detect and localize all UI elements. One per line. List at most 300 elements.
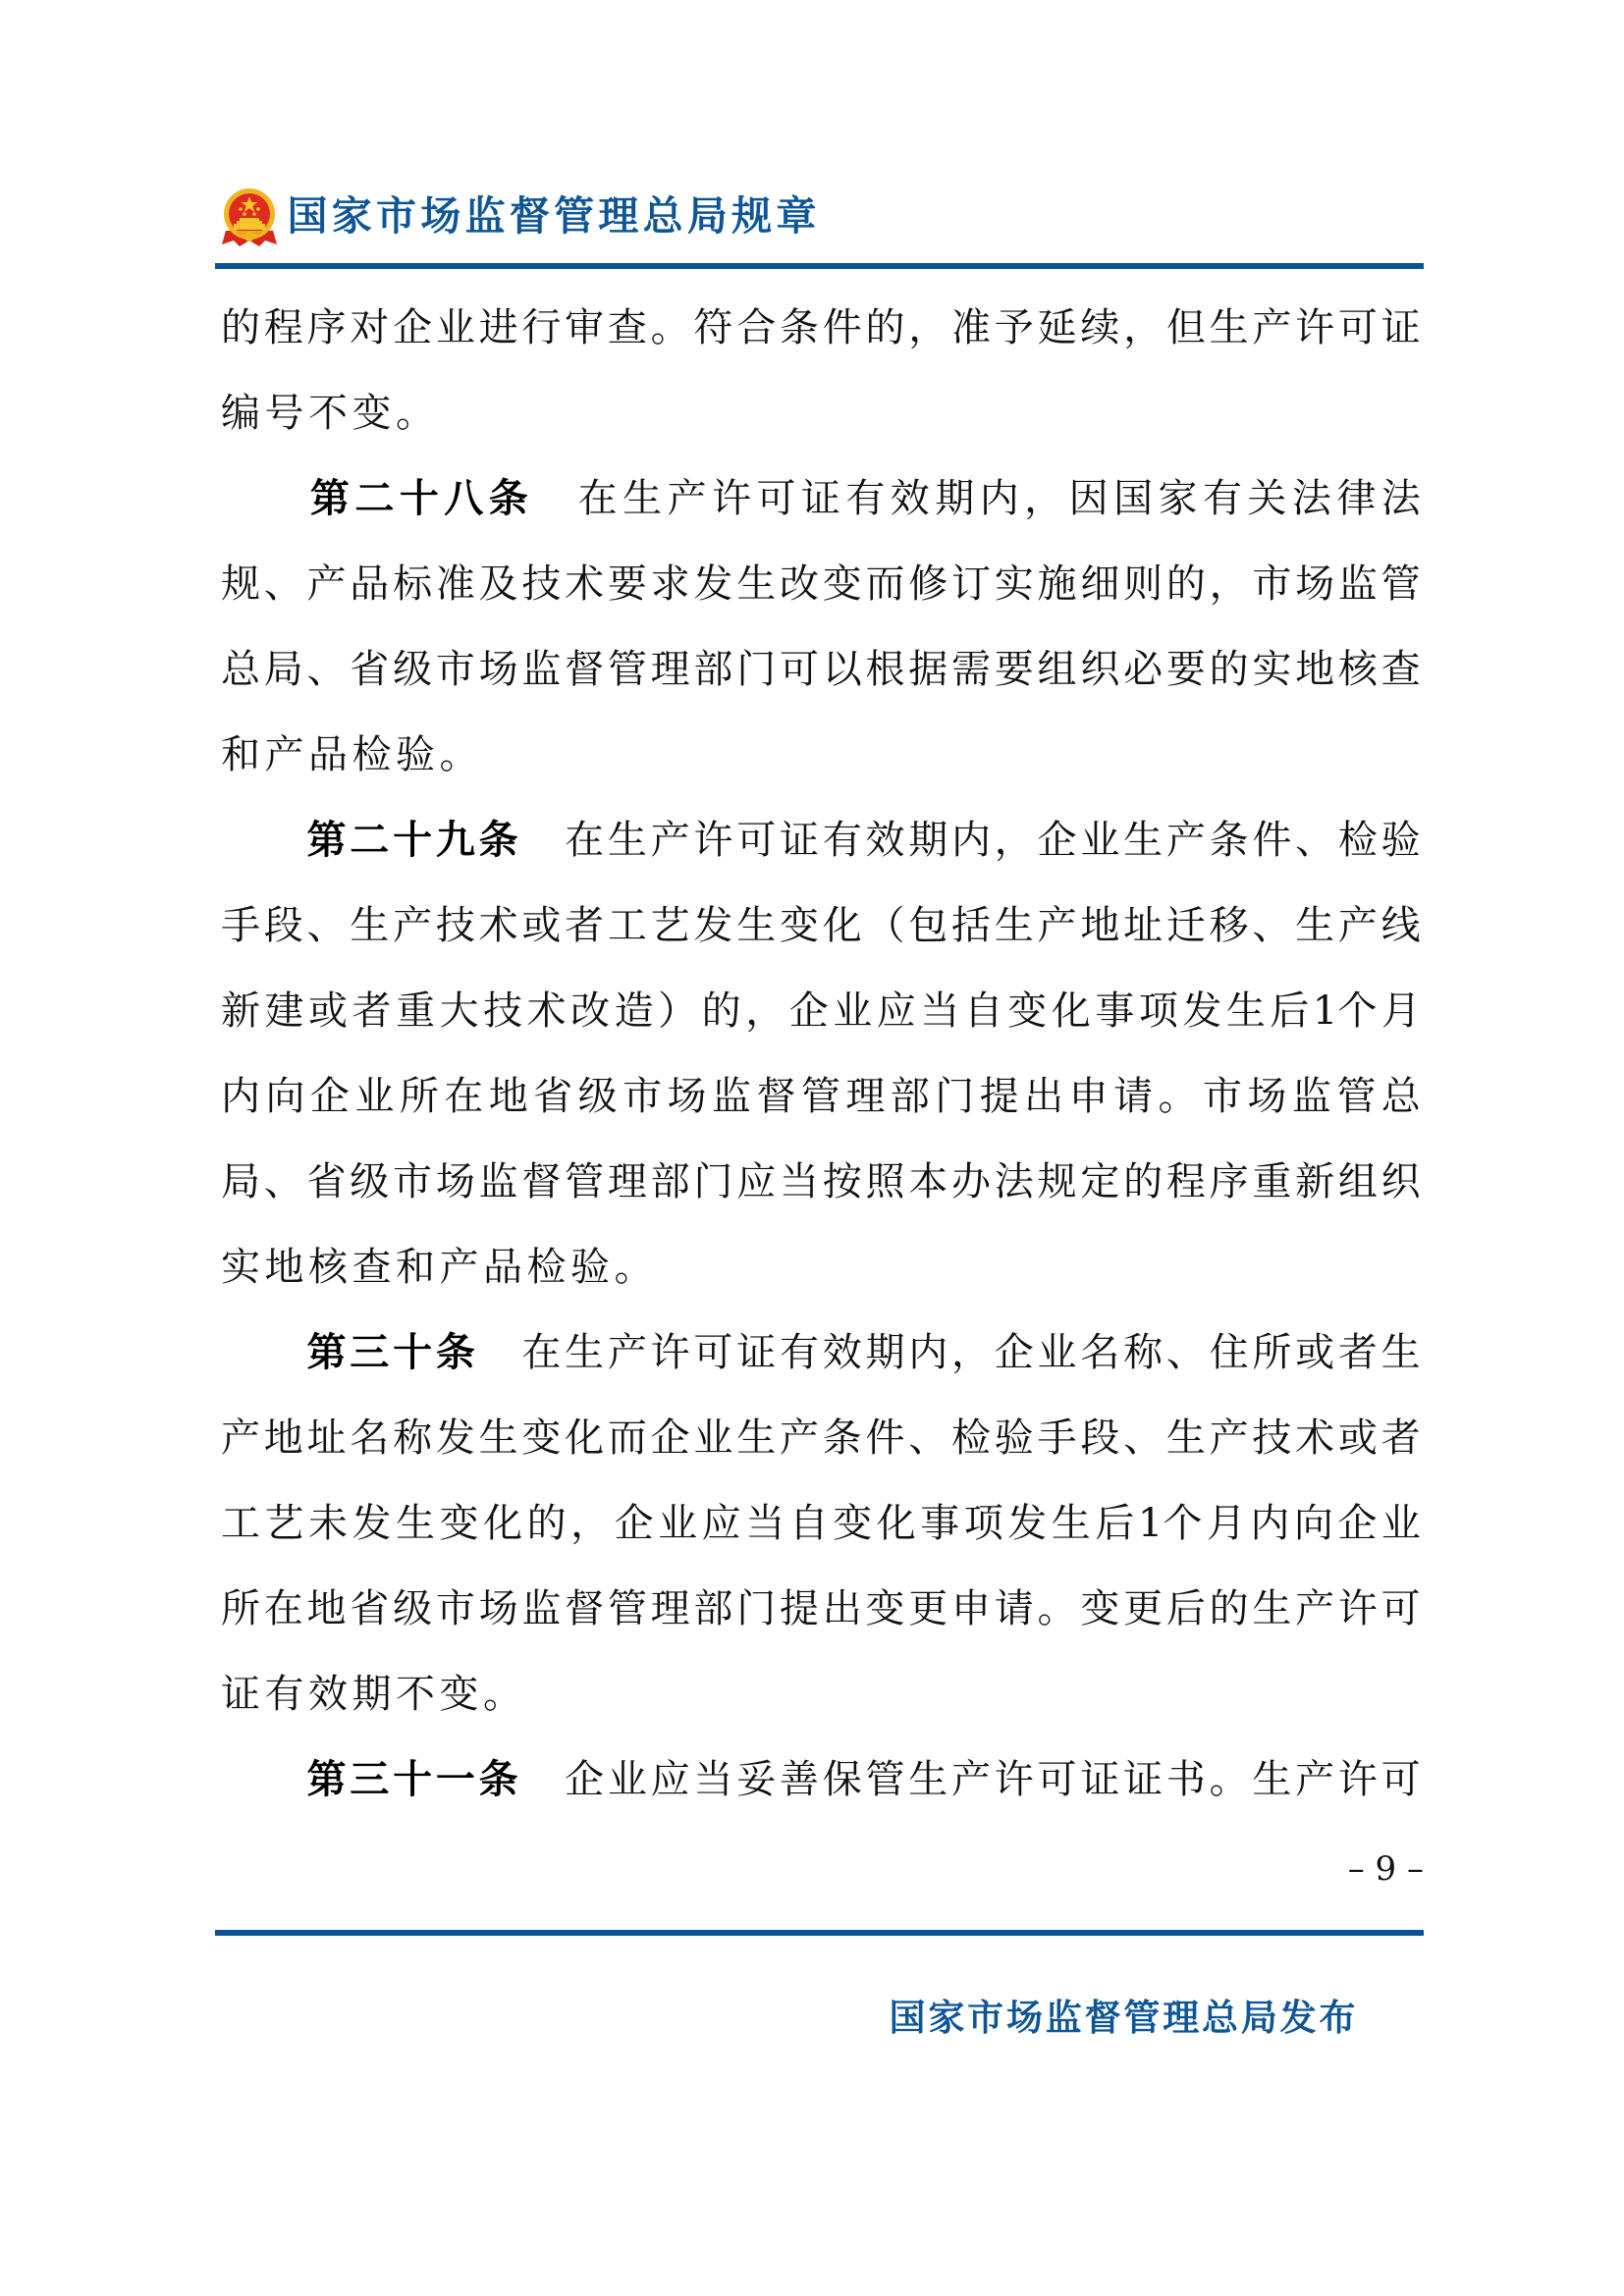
text-char: 变 xyxy=(439,1501,479,1546)
text-char: 门 xyxy=(693,1159,733,1204)
text-char xyxy=(220,473,261,524)
text-char: 。 xyxy=(650,305,690,350)
text-char: 企 xyxy=(393,305,433,350)
text-char: 许 xyxy=(1295,305,1335,350)
text-char: 管 xyxy=(865,1757,905,1802)
text-char: 当 xyxy=(920,988,960,1034)
text-char: 生 xyxy=(1252,1757,1292,1802)
text-char: 或 xyxy=(521,903,562,948)
text-char: 验 xyxy=(570,1245,610,1290)
text-char: 可 xyxy=(1337,305,1378,350)
text-char: 生 xyxy=(478,1415,518,1461)
text-char: 自 xyxy=(788,1501,829,1546)
footer-publisher-char: 管 xyxy=(1123,1997,1161,2039)
text-char: 生 xyxy=(908,1757,948,1802)
text-char: 理 xyxy=(607,1159,647,1204)
text-char: 。 xyxy=(439,732,479,777)
text-char: 名 xyxy=(1080,1330,1120,1375)
text-char: 向 xyxy=(265,1074,305,1119)
text-char: ， xyxy=(1024,476,1064,521)
text-char: 业 xyxy=(435,305,475,350)
text-char: 审 xyxy=(565,305,605,350)
text-char: 组 xyxy=(1337,1159,1378,1204)
text-char: 的 xyxy=(1123,1159,1164,1204)
text-char: 管 xyxy=(800,1074,840,1119)
footer-rule xyxy=(215,1930,1424,1936)
text-char: 自 xyxy=(963,988,1003,1034)
text-char: 企 xyxy=(650,1415,690,1461)
text-char: 局 xyxy=(263,647,303,692)
text-char: 而 xyxy=(865,561,905,607)
text-char: 许 xyxy=(994,1757,1034,1802)
text-char: 省 xyxy=(533,1074,573,1119)
text-char: 期 xyxy=(865,1330,905,1375)
page-number: – 9 – xyxy=(1347,1849,1424,1889)
text-char: 省 xyxy=(350,647,390,692)
text-char: 在 xyxy=(263,1586,303,1631)
text-char: 可 xyxy=(1380,1586,1421,1631)
text-char: 企 xyxy=(565,1757,605,1802)
text-char: 发 xyxy=(1182,988,1222,1034)
text-char: 产 xyxy=(1252,305,1292,350)
text-char: 妥 xyxy=(736,1757,777,1802)
text-char: 名 xyxy=(350,1415,390,1461)
text-char: 部 xyxy=(650,1159,690,1204)
text-char: 场 xyxy=(667,1074,707,1119)
text-char: 监 xyxy=(1291,1074,1331,1119)
text-char: 生 xyxy=(607,818,647,863)
text-char: 段 xyxy=(263,903,303,948)
text-char: 家 xyxy=(1158,476,1198,521)
header-title-char: 家 xyxy=(331,192,372,240)
text-char: 企 xyxy=(1037,818,1077,863)
text-char xyxy=(532,473,573,524)
text-char: 或 xyxy=(1295,1330,1335,1375)
text-char: 产 xyxy=(1165,818,1206,863)
text-char: 证 xyxy=(1080,1757,1120,1802)
text-char: ， xyxy=(951,1330,992,1375)
text-char: 有 xyxy=(845,476,886,521)
article-number-char: 第 xyxy=(309,476,350,521)
text-char: 发 xyxy=(435,1415,475,1461)
article-number-char: 三 xyxy=(350,1757,390,1802)
text-char: 术 xyxy=(565,561,605,607)
text-char: 业 xyxy=(1380,1501,1421,1546)
text-char: 业 xyxy=(658,1501,698,1546)
text-char: 市 xyxy=(393,1159,433,1204)
article-number-char: 十 xyxy=(399,476,439,521)
text-char: 项 xyxy=(963,1501,1003,1546)
text-char: 所 xyxy=(1252,1330,1292,1375)
text-char: 施 xyxy=(1037,561,1077,607)
text-char: ， xyxy=(994,818,1034,863)
text-char: 及 xyxy=(478,561,518,607)
text-char: 法 xyxy=(1380,476,1421,521)
article-line xyxy=(220,1327,1422,1378)
text-char: 延 xyxy=(1037,305,1077,350)
text-char: 查 xyxy=(352,1245,392,1290)
text-char: 查 xyxy=(607,305,647,350)
text-char: 地 xyxy=(488,1074,528,1119)
text-char: （ xyxy=(865,903,905,948)
text-char: 生 xyxy=(1380,1330,1421,1375)
text-char: 核 xyxy=(1337,647,1378,692)
header-title-char: 督 xyxy=(509,192,550,240)
text-char: 业 xyxy=(354,1074,395,1119)
header-rule xyxy=(215,263,1424,269)
text-char: 证 xyxy=(779,818,819,863)
text-char: 手 xyxy=(1037,1415,1077,1461)
text-char: 企 xyxy=(788,988,829,1034)
text-char: 律 xyxy=(1336,476,1377,521)
text-char: 变 xyxy=(1080,1586,1120,1631)
text-char: 行 xyxy=(521,305,562,350)
text-char: 大 xyxy=(439,988,479,1034)
text-char: 品 xyxy=(308,732,348,777)
text-char: 。 xyxy=(483,1672,522,1717)
text-char: 和 xyxy=(221,732,260,777)
text-char: 组 xyxy=(1037,647,1077,692)
text-char: 变 xyxy=(833,1501,873,1546)
text-char: 产 xyxy=(1209,1415,1249,1461)
text-char: 手 xyxy=(221,903,260,948)
text-char: 场 xyxy=(1295,561,1335,607)
header-title-char: 规 xyxy=(731,192,773,240)
text-char: 生 xyxy=(1165,1415,1206,1461)
article-number-char: 一 xyxy=(435,1757,475,1802)
text-char: 和 xyxy=(396,1245,435,1290)
body-line xyxy=(220,986,1422,1037)
text-char: 变 xyxy=(352,391,392,436)
text-char: 、 xyxy=(1165,1330,1206,1375)
text-char: 企 xyxy=(1337,1501,1378,1546)
text-char: 部 xyxy=(890,1074,930,1119)
text-char: 术 xyxy=(478,903,518,948)
text-char: 督 xyxy=(565,1586,605,1631)
text-char: 管 xyxy=(565,1159,605,1204)
text-char: 级 xyxy=(393,1586,433,1631)
text-char: 在 xyxy=(444,1074,484,1119)
text-char: 但 xyxy=(1165,305,1206,350)
text-char: 号 xyxy=(264,391,304,436)
text-char: 或 xyxy=(308,988,349,1034)
text-char: 技 xyxy=(435,903,475,948)
text-char: 者 xyxy=(565,903,605,948)
text-char: 生 xyxy=(396,1501,436,1546)
text-char: 许 xyxy=(1337,1586,1378,1631)
body-line xyxy=(220,1413,1422,1464)
text-char: 业 xyxy=(833,988,873,1034)
text-char: 技 xyxy=(521,561,562,607)
text-char: 术 xyxy=(1295,1415,1335,1461)
header-title xyxy=(287,190,817,241)
text-char: 者 xyxy=(1337,1330,1378,1375)
text-char: 管 xyxy=(607,647,647,692)
text-char: 场 xyxy=(478,647,518,692)
text-char: 监 xyxy=(521,647,562,692)
text-char: 要 xyxy=(1165,647,1206,692)
text-char: 业 xyxy=(1080,818,1120,863)
article-number-char: 九 xyxy=(435,818,475,863)
text-char xyxy=(520,815,562,866)
text-char: 证 xyxy=(221,1672,260,1717)
text-char: 生 xyxy=(350,903,390,948)
text-char: ， xyxy=(1209,561,1249,607)
text-char: 定 xyxy=(1080,1159,1120,1204)
text-char: 对 xyxy=(350,305,390,350)
text-char: 办 xyxy=(951,1159,992,1204)
text-char: 管 xyxy=(1336,1074,1377,1119)
text-char: 括 xyxy=(951,903,992,948)
text-char: 市 xyxy=(1252,561,1292,607)
text-char: 序 xyxy=(306,305,347,350)
text-char: 品 xyxy=(350,561,390,607)
text-char: 业 xyxy=(1037,1330,1077,1375)
text-char: 市 xyxy=(1202,1074,1242,1119)
body-line xyxy=(220,1583,1422,1634)
text-char: 产 xyxy=(221,1415,260,1461)
text-char: 所 xyxy=(221,1586,260,1631)
text-char: 后 xyxy=(1165,1586,1206,1631)
header-title-char: 国 xyxy=(287,192,328,240)
text-char: 事 xyxy=(1095,988,1135,1034)
text-char: 提 xyxy=(779,1586,819,1631)
text-char: 产 xyxy=(1295,1757,1335,1802)
text-char: 织 xyxy=(1080,647,1120,692)
text-char: 督 xyxy=(521,1159,562,1204)
text-char: 者 xyxy=(1380,1415,1421,1461)
text-char: 业 xyxy=(607,1757,647,1802)
text-char: 月 xyxy=(1380,988,1421,1034)
text-char: 场 xyxy=(1247,1074,1287,1119)
text-char: 段 xyxy=(1080,1415,1120,1461)
text-char: 门 xyxy=(935,1074,975,1119)
text-char: 订 xyxy=(951,561,992,607)
text-char: 、 xyxy=(306,903,347,948)
text-char: 。 xyxy=(1158,1074,1198,1119)
body-line xyxy=(220,1242,1422,1293)
text-char: 标 xyxy=(393,561,433,607)
text-char: 应 xyxy=(736,1159,777,1204)
text-char: 内 xyxy=(1250,1501,1290,1546)
text-char: 内 xyxy=(951,818,992,863)
article-line xyxy=(220,1754,1422,1805)
text-char: ） xyxy=(658,988,698,1034)
text-char: 当 xyxy=(745,1501,785,1546)
text-char: 门 xyxy=(736,647,777,692)
text-char: 市 xyxy=(435,647,475,692)
text-char: 地 xyxy=(1295,647,1335,692)
text-char: 生 xyxy=(736,561,777,607)
text-char: 国 xyxy=(1113,476,1154,521)
footer-publisher-char: 市 xyxy=(967,1997,1004,2039)
body-line xyxy=(220,1156,1422,1207)
text-char: 关 xyxy=(1247,476,1287,521)
text-char: 、 xyxy=(263,561,303,607)
footer-publisher-char: 督 xyxy=(1084,1997,1121,2039)
text-char: 地 xyxy=(1080,903,1120,948)
text-char xyxy=(263,1754,304,1805)
text-char: 可 xyxy=(736,818,777,863)
text-char: 产 xyxy=(607,1330,647,1375)
text-char: 变 xyxy=(521,1415,562,1461)
article-number-char: 三 xyxy=(350,1330,390,1375)
text-char: 址 xyxy=(306,1415,347,1461)
text-char: 应 xyxy=(650,1757,690,1802)
text-char: 省 xyxy=(306,1159,347,1204)
text-char: 市 xyxy=(435,1586,475,1631)
text-char: 件 xyxy=(822,305,862,350)
text-char: 个 xyxy=(1163,1501,1203,1546)
text-char: 部 xyxy=(693,647,733,692)
text-char: 的 xyxy=(221,305,260,350)
text-char: ， xyxy=(908,305,948,350)
text-char: 必 xyxy=(1123,647,1164,692)
footer-publisher-char: 理 xyxy=(1163,1997,1200,2039)
text-char: 企 xyxy=(614,1501,654,1546)
text-char: 地 xyxy=(306,1586,347,1631)
text-char: 变 xyxy=(779,903,819,948)
text-char: 企 xyxy=(309,1074,350,1119)
text-char: 检 xyxy=(352,732,392,777)
body-line xyxy=(220,388,1422,439)
text-char: 、 xyxy=(1252,903,1292,948)
text-char: 生 xyxy=(623,476,663,521)
text-char: 监 xyxy=(711,1074,751,1119)
body-line xyxy=(220,729,1422,780)
header-title-char: 局 xyxy=(686,192,728,240)
footer-publisher-char: 总 xyxy=(1202,1997,1238,2039)
text-char: 级 xyxy=(350,1159,390,1204)
text-char: 证 xyxy=(1123,1757,1164,1802)
text-char: 理 xyxy=(650,1586,690,1631)
text-char: 未 xyxy=(308,1501,349,1546)
text-char: 合 xyxy=(736,305,777,350)
article-number-char: 十 xyxy=(393,1330,433,1375)
text-char: 发 xyxy=(693,561,733,607)
text-char: 技 xyxy=(1252,1415,1292,1461)
text-char: 生 xyxy=(1225,988,1266,1034)
article-number-char: 条 xyxy=(488,476,528,521)
text-char: 企 xyxy=(994,1330,1034,1375)
text-char: 有 xyxy=(264,1672,304,1717)
text-char: 变 xyxy=(1007,988,1048,1034)
text-char: 监 xyxy=(521,1586,562,1631)
text-char: 督 xyxy=(565,647,605,692)
text-char: 按 xyxy=(822,1159,862,1204)
text-char: 可 xyxy=(1037,1757,1077,1802)
text-char: 效 xyxy=(890,476,930,521)
body-line xyxy=(220,644,1422,695)
text-char: 而 xyxy=(607,1415,647,1461)
text-char: 检 xyxy=(1337,818,1378,863)
text-char: 部 xyxy=(693,1586,733,1631)
text-char: 的 xyxy=(1209,1586,1249,1631)
text-char: ， xyxy=(745,988,785,1034)
text-char: 规 xyxy=(221,561,260,607)
text-char: 期 xyxy=(352,1672,392,1717)
article-number-char: 第 xyxy=(306,818,347,863)
text-char: 法 xyxy=(994,1159,1034,1204)
article-number-char: 条 xyxy=(435,1330,475,1375)
text-char: 书 xyxy=(1165,1757,1206,1802)
text-char: 有 xyxy=(822,818,862,863)
text-char: 生 xyxy=(736,1415,777,1461)
text-char: 个 xyxy=(1337,988,1378,1034)
text-char: 当 xyxy=(693,1757,733,1802)
text-char: 条 xyxy=(1209,818,1249,863)
text-char: 规 xyxy=(1037,1159,1077,1204)
text-char xyxy=(478,1327,519,1378)
text-char: 地 xyxy=(263,1415,303,1461)
text-char: 根 xyxy=(865,647,905,692)
text-char: 术 xyxy=(526,988,567,1034)
text-char: 工 xyxy=(221,1501,260,1546)
text-char: 出 xyxy=(1024,1074,1064,1119)
text-char: 检 xyxy=(526,1245,567,1290)
text-char: 许 xyxy=(650,1330,690,1375)
text-char: 核 xyxy=(308,1245,348,1290)
text-char: 产 xyxy=(650,818,690,863)
text-char: 包 xyxy=(908,903,948,948)
text-char: 所 xyxy=(399,1074,439,1119)
text-char: 修 xyxy=(908,561,948,607)
text-char: 生 xyxy=(1051,1501,1091,1546)
body-line xyxy=(220,559,1422,610)
text-char: 项 xyxy=(1138,988,1178,1034)
header-title-char: 理 xyxy=(598,192,639,240)
text-char: 、 xyxy=(1295,818,1335,863)
text-char: 产 xyxy=(779,1415,819,1461)
text-char: 可 xyxy=(1380,1757,1421,1802)
text-char: 照 xyxy=(865,1159,905,1204)
text-char: 技 xyxy=(483,988,523,1034)
text-char: 变 xyxy=(822,561,862,607)
text-char: 因 xyxy=(1068,476,1109,521)
text-char xyxy=(220,815,261,866)
text-char: 督 xyxy=(756,1074,796,1119)
text-char: 期 xyxy=(908,818,948,863)
text-char: ， xyxy=(570,1501,611,1546)
text-char: 生 xyxy=(565,1330,605,1375)
header-title-char: 管 xyxy=(554,192,595,240)
text-char: 准 xyxy=(951,305,992,350)
text-char: 级 xyxy=(393,647,433,692)
text-char: 产 xyxy=(1037,903,1077,948)
text-char: 向 xyxy=(1293,1501,1333,1546)
article-number-char: 条 xyxy=(478,818,518,863)
text-char: 应 xyxy=(876,988,916,1034)
text-char: 级 xyxy=(577,1074,618,1119)
text-char: 。 xyxy=(1209,1757,1249,1802)
text-char: 局 xyxy=(221,1159,260,1204)
text-char: 线 xyxy=(1380,903,1421,948)
text-char: 理 xyxy=(845,1074,886,1119)
body-line xyxy=(220,1498,1422,1549)
text-char: 化 xyxy=(1051,988,1091,1034)
text-char: 监 xyxy=(478,1159,518,1204)
text-char: 者 xyxy=(352,988,392,1034)
text-char: 更 xyxy=(908,1586,948,1631)
text-char: 查 xyxy=(1380,647,1421,692)
text-char: 程 xyxy=(263,305,303,350)
article-number-char: 第 xyxy=(306,1330,347,1375)
text-char: 符 xyxy=(693,305,733,350)
text-char: 予 xyxy=(994,305,1034,350)
article-line xyxy=(220,473,1422,524)
text-char: 实 xyxy=(1252,647,1292,692)
text-char: 品 xyxy=(483,1245,522,1290)
